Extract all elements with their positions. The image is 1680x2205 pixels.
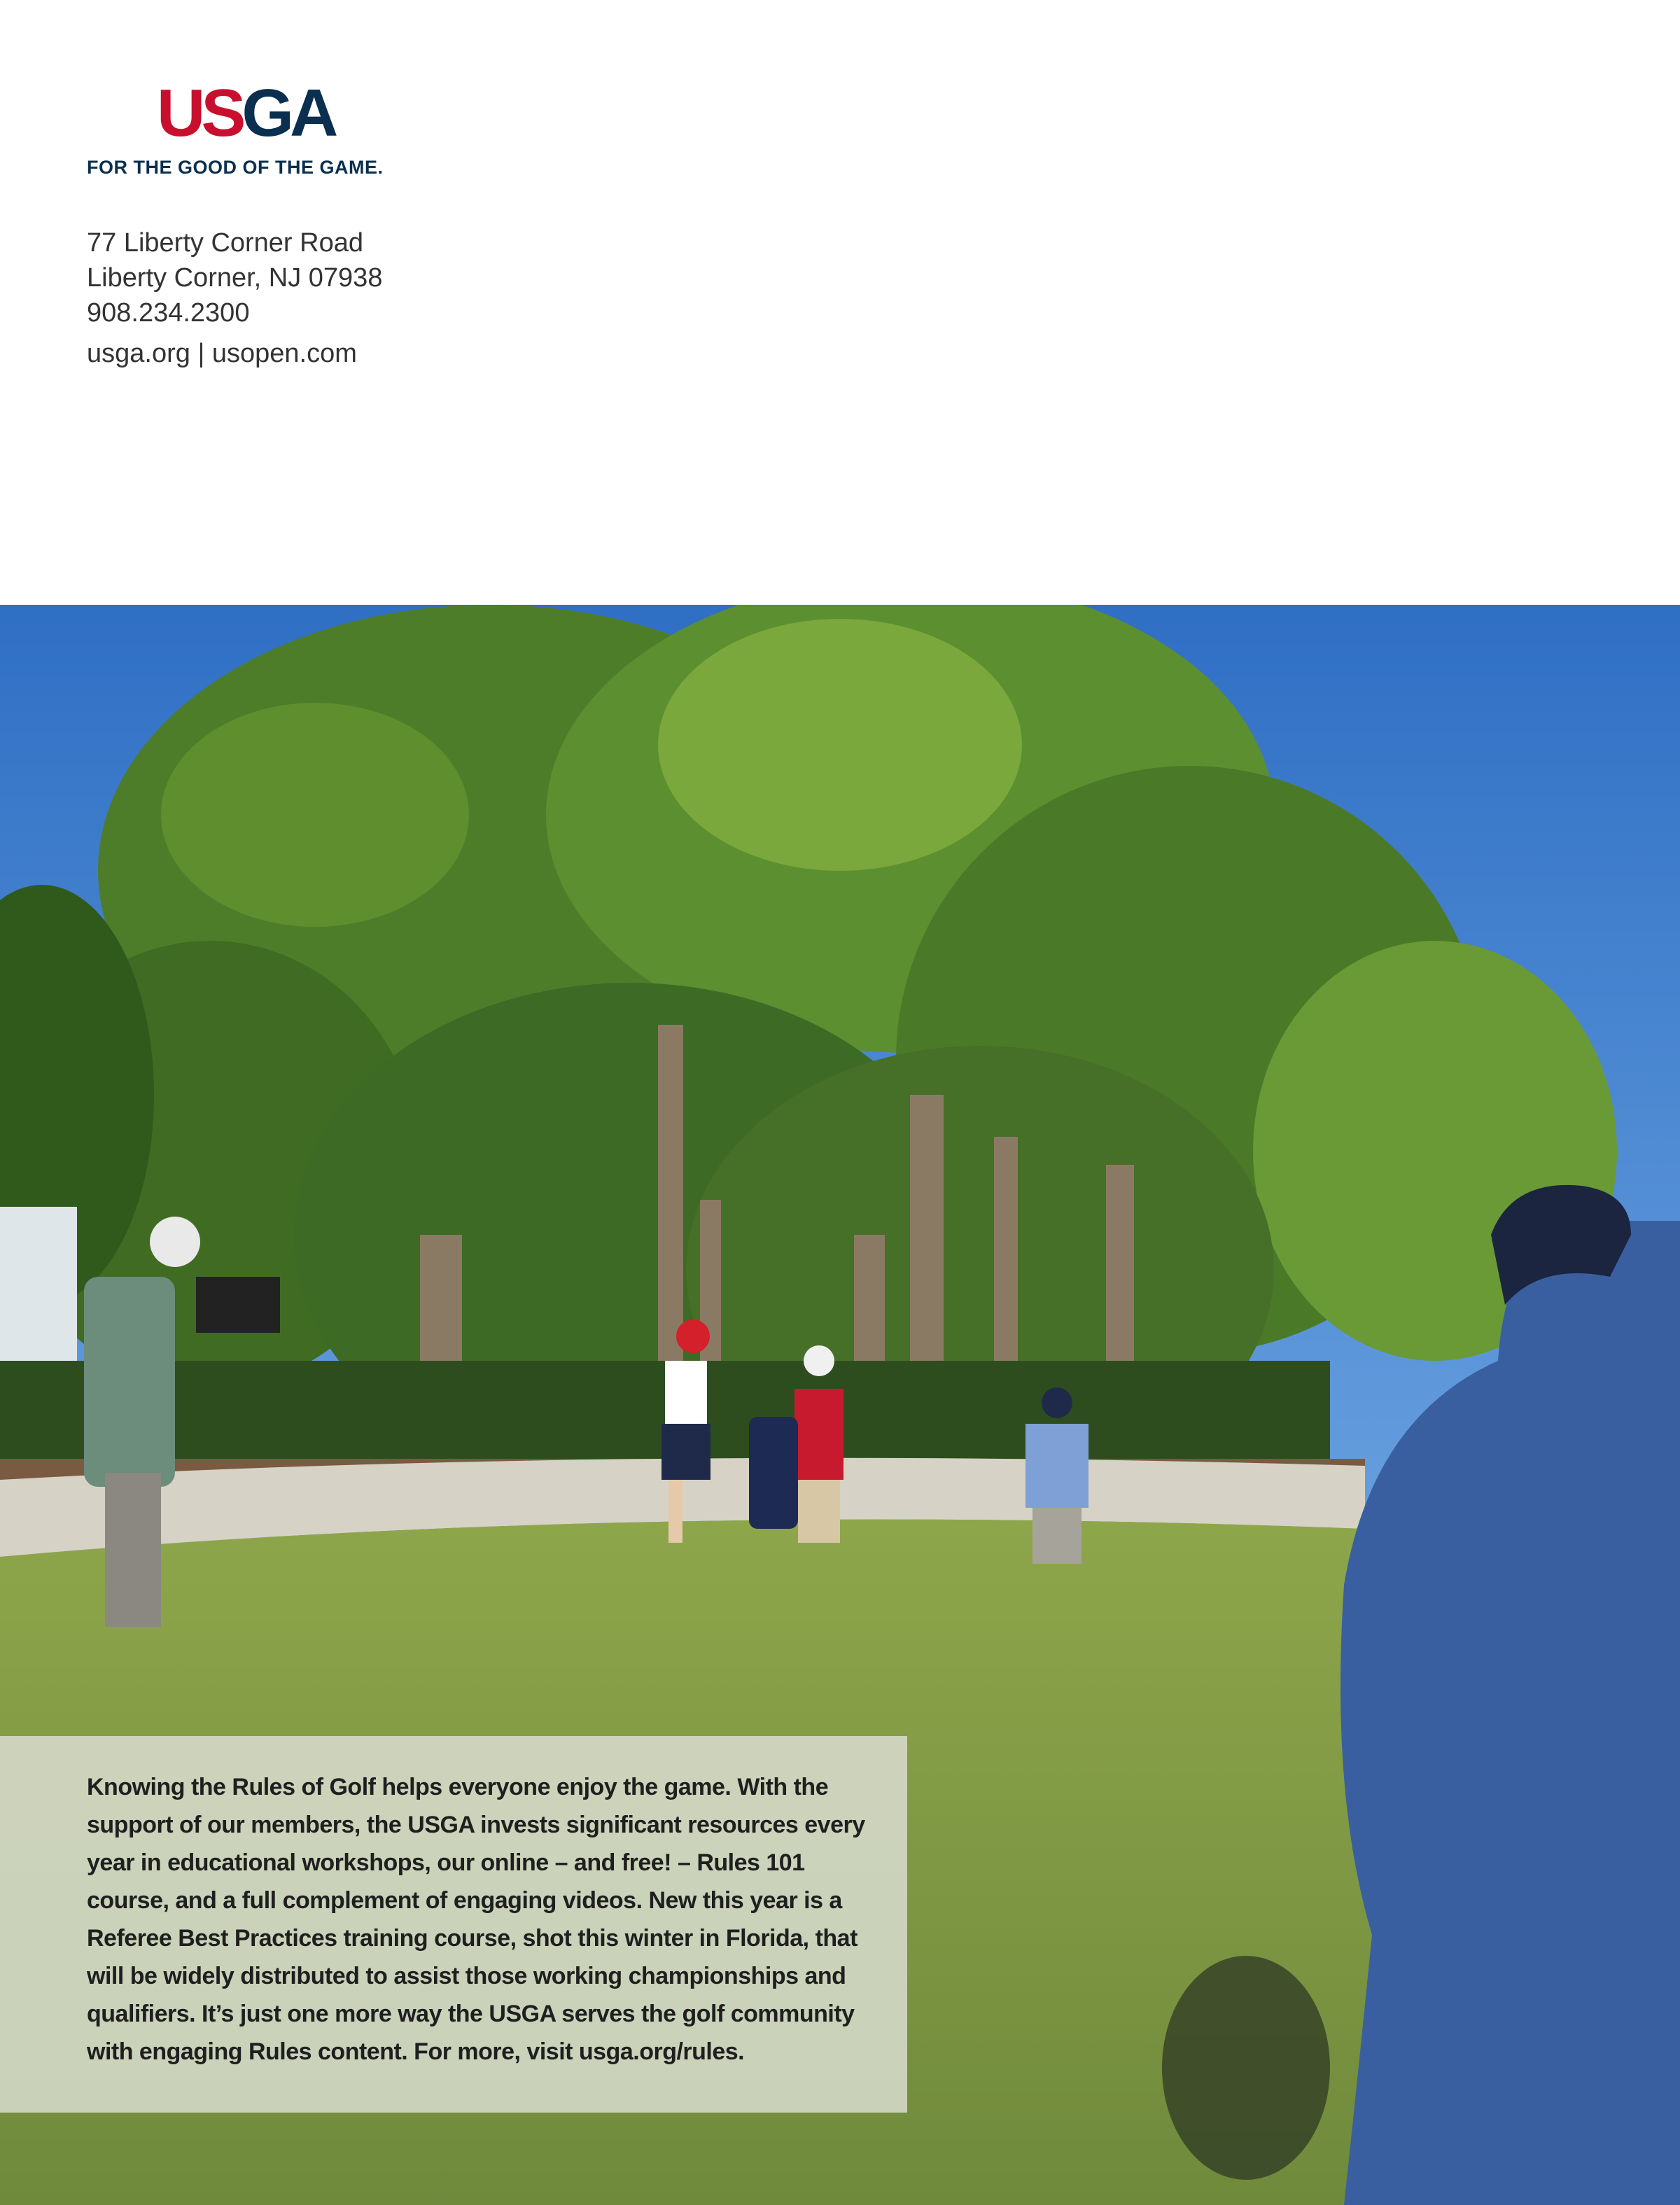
- house: [0, 1207, 77, 1361]
- address-street: 77 Liberty Corner Road: [87, 228, 363, 258]
- caption-text: Knowing the Rules of Golf helps everyone enjoy the game. With the support of our members, the USGA invests significant resources every year in educational workshops, our online – and free! – Rules 101 course, and a full complement of engaging videos. New this year is a Referee Best Practices training course, shot this winter in Florida, that will be widely distributed to assist those working championships and qualifiers. It’s just one more way the USGA serves the golf community with engaging Rules content. For more, visit usga.org/rules.: [87, 1774, 865, 2065]
- caption-box: [0, 1736, 907, 2113]
- address-web: usga.org | usopen.com: [87, 339, 357, 368]
- usga-wordmark: USGA: [157, 76, 335, 150]
- address-phone: 908.234.2300: [87, 298, 250, 328]
- golf-bag: [749, 1417, 798, 1529]
- logo-tagline: FOR THE GOOD OF THE GAME.: [87, 157, 384, 178]
- usga-logo: [87, 78, 423, 183]
- person-shadow: [1162, 1956, 1330, 2180]
- letterhead: [0, 0, 1680, 605]
- address-city: Liberty Corner, NJ 07938: [87, 263, 383, 293]
- address-block: [87, 225, 382, 371]
